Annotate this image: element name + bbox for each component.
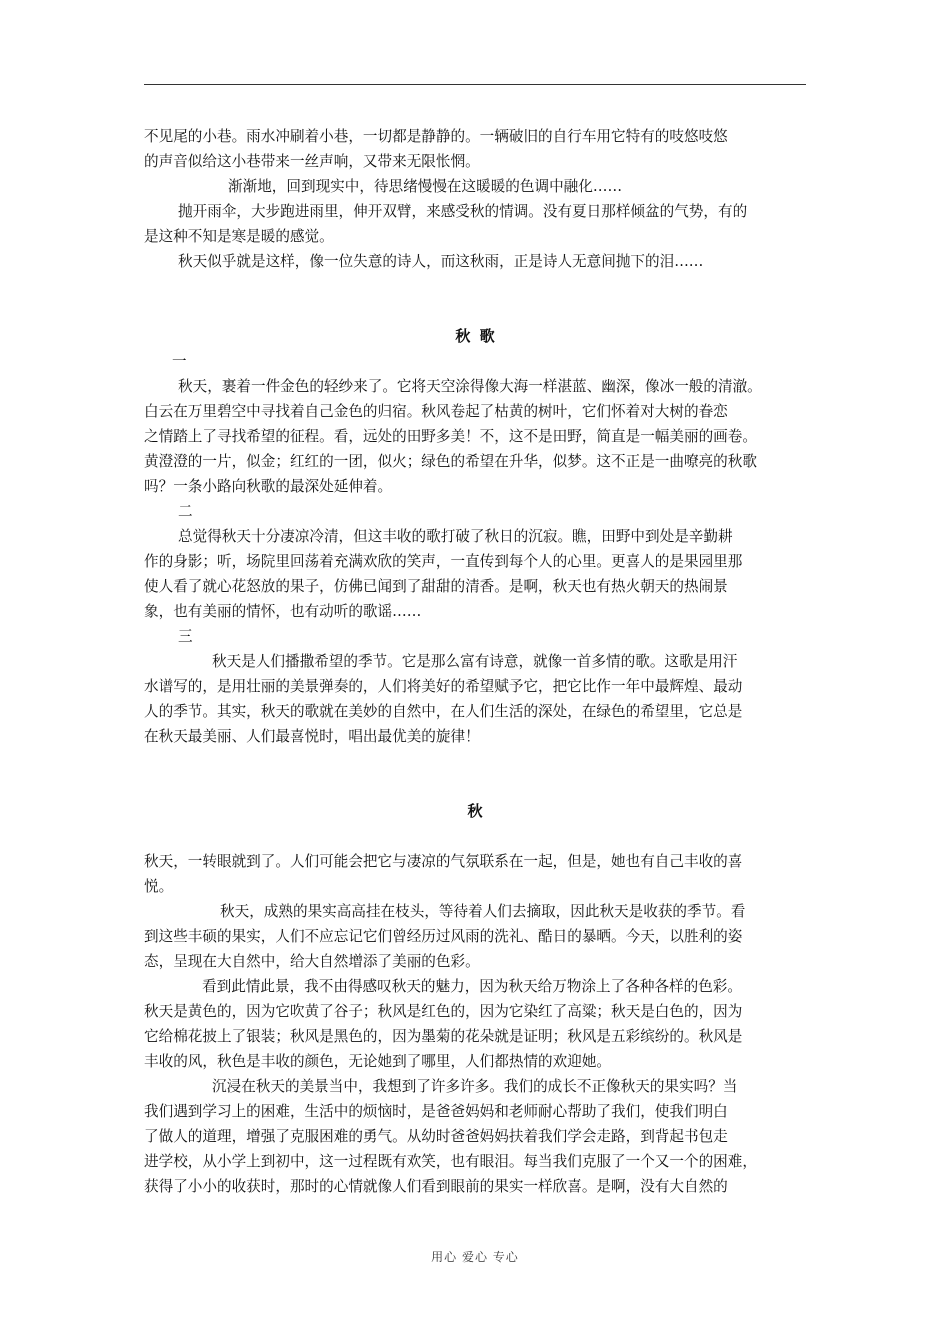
text-line: 了做人的道理，增强了克服困难的勇气。从幼时爸爸妈妈扶着我们学会走路，到背起书包走 bbox=[144, 1128, 728, 1145]
text-line: 水谱写的，是用壮丽的美景弹奏的，人们将美好的希望赋予它，把它比作一年中最辉煌、最动 bbox=[144, 678, 743, 695]
text-line: 秋天，裹着一件金色的轻纱来了。它将天空涂得像大海一样湛蓝、幽深，像冰一般的清澈。 bbox=[178, 378, 762, 395]
blank-line bbox=[144, 274, 808, 299]
text-line: 使人看了就心花怒放的果子，仿佛已闻到了甜甜的清香。是啊，秋天也有热火朝天的热闹景 bbox=[144, 578, 728, 595]
header-rule bbox=[144, 84, 806, 85]
text-line: 秋天似乎就是这样，像一位失意的诗人，而这秋雨，正是诗人无意间抛下的泪…… bbox=[178, 253, 704, 270]
text-line: 总觉得秋天十分凄凉冷清，但这丰收的歌打破了秋日的沉寂。瞧，田野中到处是辛勤耕 bbox=[178, 528, 733, 545]
blank-line bbox=[144, 749, 808, 774]
text-line: 秋天是人们播撒希望的季节。它是那么富有诗意，就像一首多情的歌。这歌是用汗 bbox=[212, 653, 738, 670]
section-title: 秋 歌 bbox=[455, 327, 497, 345]
text-line: 渐渐地，回到现实中，待思绪慢慢在这暖暖的色调中融化…… bbox=[228, 178, 623, 195]
text-line: 一 bbox=[172, 353, 187, 370]
text-line: 我们遇到学习上的困难，生活中的烦恼时，是爸爸妈妈和老师耐心帮助了我们，使我们明白 bbox=[144, 1103, 728, 1120]
text-line: 之情踏上了寻找希望的征程。看，远处的田野多美！不，这不是田野，简直是一幅美丽的画卷。 bbox=[144, 428, 757, 445]
text-line: 不见尾的小巷。雨水冲刷着小巷，一切都是静静的。一辆破旧的自行车用它特有的吱悠吱悠 bbox=[144, 128, 728, 145]
text-line: 进学校，从小学上到初中，这一过程既有欢笑，也有眼泪。每当我们克服了一个又一个的困难， bbox=[144, 1153, 757, 1170]
blank-line bbox=[144, 774, 808, 799]
text-line: 象，也有美丽的情怀，也有动听的歌谣…… bbox=[144, 603, 422, 620]
text-line: 获得了小小的收获时，那时的心情就像人们看到眼前的果实一样欣喜。是啊，没有大自然的 bbox=[144, 1178, 728, 1195]
text-line: 是这种不知是寒是暖的感觉。 bbox=[144, 228, 334, 245]
text-line: 沉浸在秋天的美景当中，我想到了许多许多。我们的成长不正像秋天的果实吗？当 bbox=[212, 1078, 738, 1095]
page-footer: 用心 爱心 专心 bbox=[431, 1250, 519, 1264]
blank-line bbox=[144, 299, 808, 324]
document-body bbox=[144, 124, 808, 1199]
text-line: 悦。 bbox=[144, 878, 174, 895]
text-line: 秋天，一转眼就到了。人们可能会把它与凄凉的气氛联系在一起，但是，她也有自己丰收的喜 bbox=[144, 853, 743, 870]
section-title: 秋 bbox=[467, 802, 485, 820]
text-line: 秋天，成熟的果实高高挂在枝头，等待着人们去摘取，因此秋天是收获的季节。看 bbox=[220, 903, 746, 920]
text-line: 人的季节。其实，秋天的歌就在美妙的自然中，在人们生活的深处，在绿色的希望里，它总是 bbox=[144, 703, 743, 720]
text-line: 秋天是黄色的，因为它吹黄了谷子；秋风是红色的，因为它染红了高粱；秋天是白色的，因为 bbox=[144, 1003, 743, 1020]
text-line: 黄澄澄的一片，似金；红红的一团，似火；绿色的希望在升华，似梦。这不正是一曲嘹亮的秋歌 bbox=[144, 453, 757, 470]
text-line: 丰收的风，秋色是丰收的颜色，无论她到了哪里，人们都热情的欢迎她。 bbox=[144, 1053, 612, 1070]
blank-line bbox=[144, 824, 808, 849]
text-line: 在秋天最美丽、人们最喜悦时，唱出最优美的旋律！ bbox=[144, 728, 480, 745]
text-line: 态，呈现在大自然中，给大自然增添了美丽的色彩。 bbox=[144, 953, 480, 970]
text-line: 三 bbox=[178, 628, 193, 645]
text-line: 作的身影；听，场院里回荡着充满欢欣的笑声，一直传到每个人的心里。更喜人的是果园里那 bbox=[144, 553, 743, 570]
text-line: 的声音似给这小巷带来一丝声响，又带来无限怅惘。 bbox=[144, 153, 480, 170]
text-line: 它给棉花披上了银装；秋风是黑色的，因为墨菊的花朵就是证明；秋风是五彩缤纷的。秋风是 bbox=[144, 1028, 743, 1045]
text-line: 吗？一条小路向秋歌的最深处延伸着。 bbox=[144, 478, 393, 495]
text-line: 到这些丰硕的果实，人们不应忘记它们曾经历过风雨的洗礼、酷日的暴晒。今天，以胜利的姿 bbox=[144, 928, 743, 945]
text-line: 白云在万里碧空中寻找着自己金色的归宿。秋风卷起了枯黄的树叶，它们怀着对大树的眷恋 bbox=[144, 403, 728, 420]
text-line: 抛开雨伞，大步跑进雨里，伸开双臂，来感受秋的情调。没有夏日那样倾盆的气势，有的 bbox=[178, 203, 748, 220]
text-line: 看到此情此景，我不由得感叹秋天的魅力，因为秋天给万物涂上了各种各样的色彩。 bbox=[202, 978, 742, 995]
text-line: 二 bbox=[178, 503, 193, 520]
